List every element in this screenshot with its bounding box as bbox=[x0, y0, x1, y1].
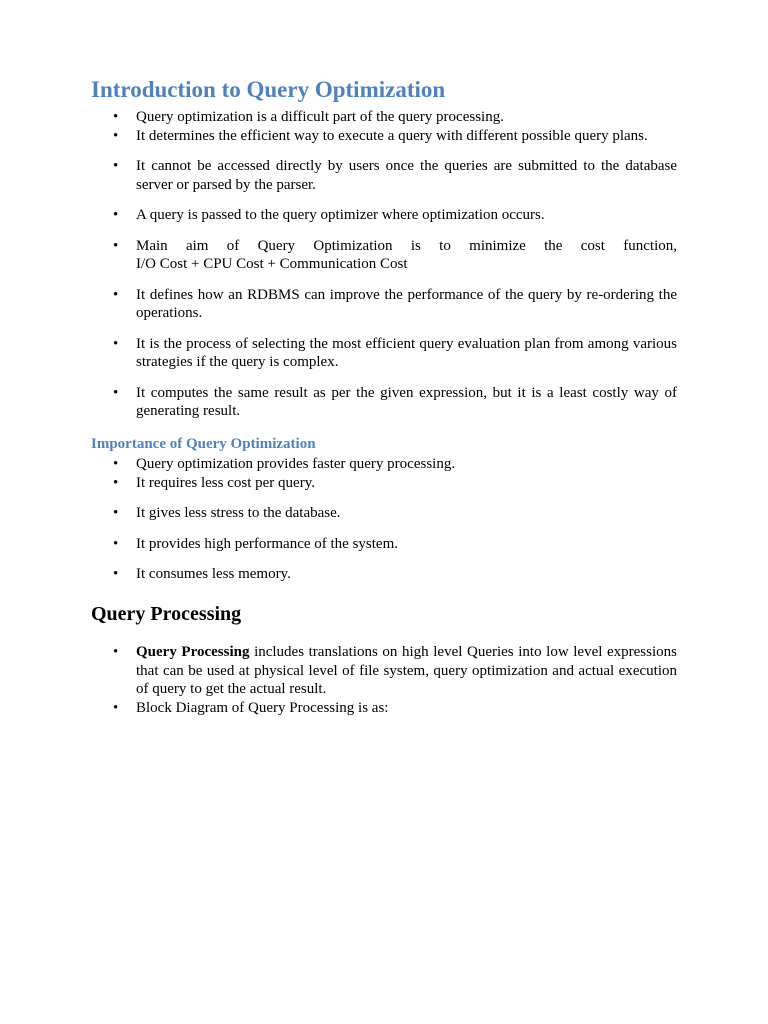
list-item bbox=[91, 474, 677, 493]
bullet-icon: • bbox=[113, 566, 119, 582]
section-title-query-processing: Query Processing bbox=[91, 603, 242, 625]
list-item-text bbox=[136, 643, 677, 699]
list-item bbox=[91, 643, 677, 699]
list-item bbox=[91, 384, 677, 421]
list-item bbox=[91, 157, 677, 194]
bold-term: Query Processing bbox=[136, 644, 250, 660]
introduction-bullet-list bbox=[91, 108, 677, 421]
list-item bbox=[91, 535, 677, 554]
bullet-icon: • bbox=[113, 109, 119, 125]
bullet-icon: • bbox=[113, 207, 119, 223]
bullet-icon: • bbox=[113, 286, 119, 303]
bullet-icon: • bbox=[113, 474, 119, 491]
list-item bbox=[91, 455, 677, 474]
section-title-importance: Importance of Query Optimization bbox=[91, 436, 316, 452]
list-item-text: Query optimization is a difficult part of the query processing. bbox=[136, 109, 504, 125]
list-item-text: Query optimization provides faster query processing. bbox=[136, 456, 456, 472]
list-item bbox=[91, 335, 677, 372]
bullet-icon: • bbox=[113, 237, 119, 254]
bullet-icon: • bbox=[113, 384, 119, 401]
list-item bbox=[91, 504, 677, 523]
list-item-text: A query is passed to the query optimizer where optimization occurs. bbox=[136, 207, 545, 223]
list-item-text: It determines the efficient way to execute a query with different possible query plans. bbox=[136, 127, 648, 144]
list-item-text: It requires less cost per query. bbox=[136, 474, 315, 491]
list-item bbox=[91, 565, 677, 584]
list-item-text: Main aim of Query Optimization is to minimize the cost function, bbox=[136, 237, 677, 254]
list-item-text: It provides high performance of the system. bbox=[136, 535, 399, 552]
bullet-icon: • bbox=[113, 335, 119, 352]
query-processing-bullet-list bbox=[91, 643, 677, 717]
list-item-text: It gives less stress to the database. bbox=[136, 505, 341, 521]
bullet-icon: • bbox=[113, 535, 119, 552]
list-item-text-formula: I/O Cost + CPU Cost + Communication Cost bbox=[136, 256, 408, 272]
list-item bbox=[91, 206, 677, 225]
bullet-icon: • bbox=[113, 456, 119, 472]
list-item bbox=[91, 286, 677, 323]
list-item-text: It consumes less memory. bbox=[136, 566, 291, 582]
list-item-text: It is the process of selecting the most efficient query evaluation plan from among various strategies if the query is complex. bbox=[136, 335, 677, 370]
list-item-text: It defines how an RDBMS can improve the performance of the query by re-ordering the operations. bbox=[136, 286, 677, 321]
bullet-icon: • bbox=[113, 644, 119, 660]
list-item-text: Block Diagram of Query Processing is as: bbox=[136, 699, 389, 716]
section-title-introduction: Introduction to Query Optimization bbox=[91, 77, 446, 102]
list-item-text: It computes the same result as per the given expression, but it is a least costly way of generating result. bbox=[136, 384, 677, 419]
list-item bbox=[91, 108, 677, 127]
bullet-icon: • bbox=[113, 158, 119, 174]
list-item bbox=[91, 127, 677, 146]
list-item bbox=[91, 699, 677, 718]
list-item bbox=[91, 237, 677, 274]
importance-bullet-list bbox=[91, 455, 677, 584]
list-item-text: It cannot be accessed directly by users once the queries are submitted to the database server or parsed by the parser. bbox=[136, 158, 677, 193]
bullet-icon: • bbox=[113, 127, 119, 144]
list-item-text-rest: includes translations on high level Queries into low level expressions that can be used at physical level of file system, query optimization and actual execution of query to get the actual result. bbox=[136, 644, 677, 697]
bullet-icon: • bbox=[113, 699, 119, 716]
bullet-icon: • bbox=[113, 505, 119, 521]
